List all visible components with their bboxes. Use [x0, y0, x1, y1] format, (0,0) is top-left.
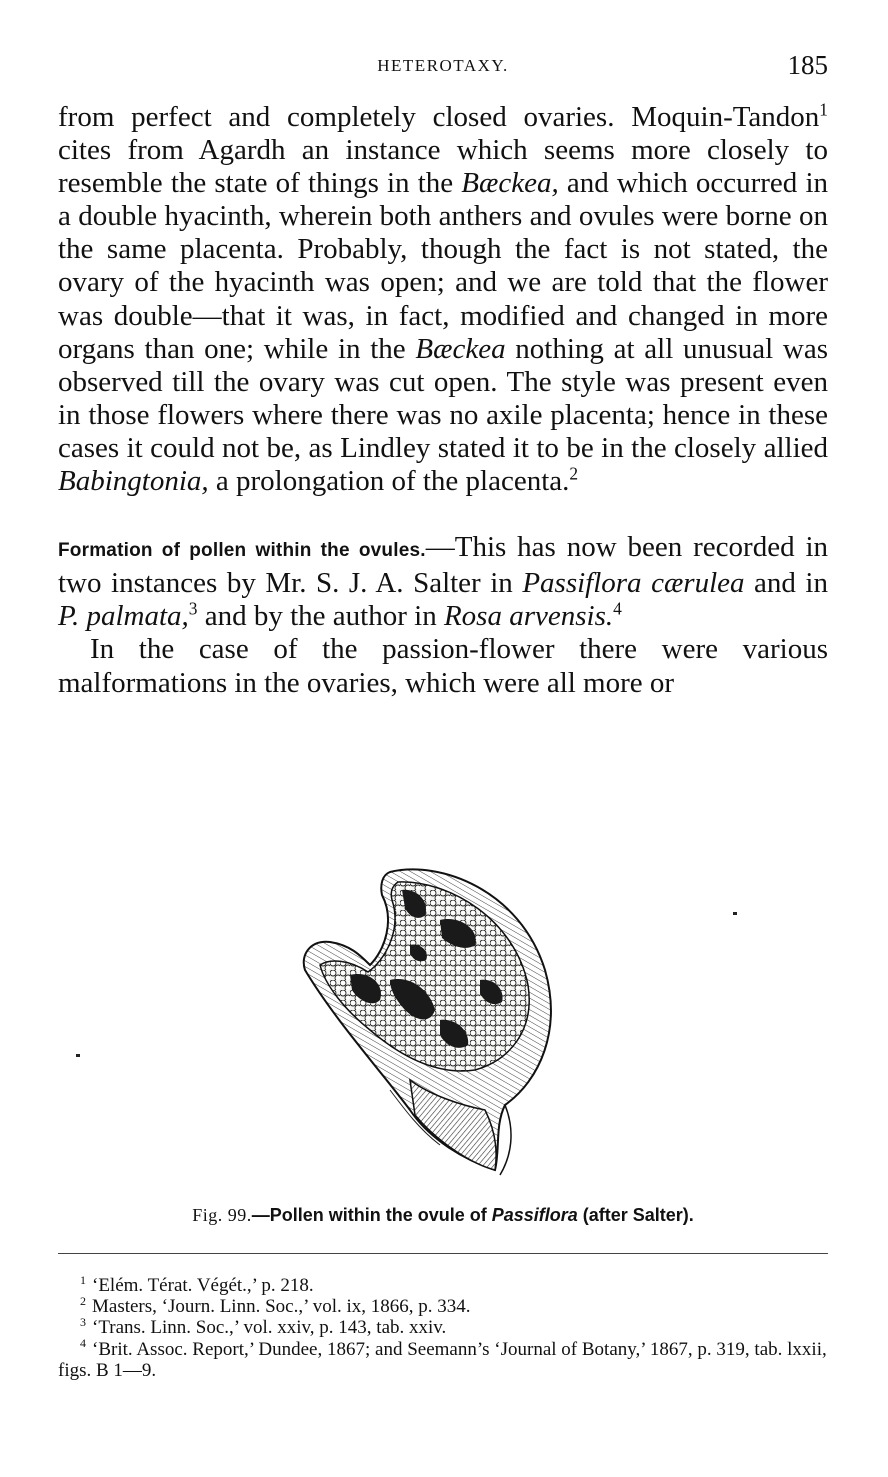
section-heading: Formation of pollen within the ovules. [58, 540, 426, 562]
ovule-illustration [290, 860, 610, 1190]
page-number: 185 [787, 50, 828, 80]
footnote-rule [58, 1253, 828, 1254]
footnote-mark: 3 [80, 1315, 86, 1330]
footnote-2 [58, 1293, 828, 1318]
page-header [58, 52, 828, 82]
print-speck [76, 1054, 80, 1057]
text-run: nothing at all unusual was observed till the ovary was cut open. The style was present even in those flowers where there was no axile placenta; hence in these cases it could not be, as Lindley stated it to be in the closely allied [58, 332, 829, 464]
caption-text: —Pollen within the ovule of [251, 1205, 492, 1225]
footnote-text: Masters, ‘Journ. Linn. Soc.,’ vol. ix, 1866, p. 334. [92, 1296, 471, 1318]
caption-italic: Passiflora [491, 1205, 578, 1225]
print-speck [733, 912, 737, 915]
footnote-ref: 1 [819, 99, 828, 120]
italic-genus: Bæckea, [461, 167, 559, 200]
footnote-ref: 2 [569, 463, 579, 484]
italic-genus: Babingtonia, [58, 465, 209, 498]
figure-caption [58, 1205, 828, 1226]
caption-text: (after Salter). [577, 1205, 694, 1225]
italic-species: Passiflora cærulea [522, 567, 745, 600]
paragraph-1 [58, 101, 828, 498]
text-run: a prolongation of the placenta. [208, 465, 570, 498]
footnote-4 [58, 1336, 828, 1381]
text-run: and in [744, 567, 828, 600]
body-text [58, 101, 828, 700]
footnote-mark: 1 [80, 1272, 86, 1287]
footnote-ref: 4 [613, 598, 622, 619]
footnote-3 [58, 1317, 828, 1338]
footnote-mark: 4 [80, 1336, 86, 1351]
paragraph-2 [58, 531, 828, 633]
italic-species: P. palmata, [58, 600, 189, 633]
text-run: cites from Agardh an instance which seems more closely to resemble the state of things in the [58, 134, 828, 200]
running-title: HETEROTAXY. [377, 56, 509, 75]
italic-species: Rosa arvensis. [443, 600, 614, 633]
footnote-mark: 2 [80, 1293, 86, 1308]
text-run: and which occurred in a double hyacinth, wherein both anthers and ovules were borne on the same placenta. Probably, though the fact is not stated, the ovary of the hyacinth was open; and we are told that the flower was double—that it was, in fact, modified and changed in more organs than one; while in the [58, 167, 828, 365]
italic-genus: Bæckea [415, 332, 506, 365]
paragraph-3: In the case of the passion-flower there were various malformations in the ovaries, which were all more or [58, 633, 828, 699]
footnote-text: ‘Trans. Linn. Soc.,’ vol. xxiv, p. 143, tab. xxiv. [92, 1317, 447, 1339]
footnote-ref: 3 [188, 598, 198, 619]
text-run: from perfect and completely closed ovaries. Moquin-Tandon [58, 101, 820, 133]
text-run: —This has now been recorded in two instances by Mr. S. J. A. Salter in [58, 531, 828, 600]
footnote-text: ‘Elém. Térat. Végét.,’ p. 218. [92, 1275, 314, 1296]
footnote-text: ‘Brit. Assoc. Report,’ Dundee, 1867; and Seemann’s ‘Journal of Botany,’ 1867, p. 319, tab. lxxii, figs. B 1—9. [58, 1338, 827, 1381]
figure-label: Fig. 99. [192, 1205, 252, 1225]
text-run: and by the author in [197, 600, 444, 633]
footnotes [58, 1272, 828, 1381]
footnote-1 [58, 1272, 828, 1296]
